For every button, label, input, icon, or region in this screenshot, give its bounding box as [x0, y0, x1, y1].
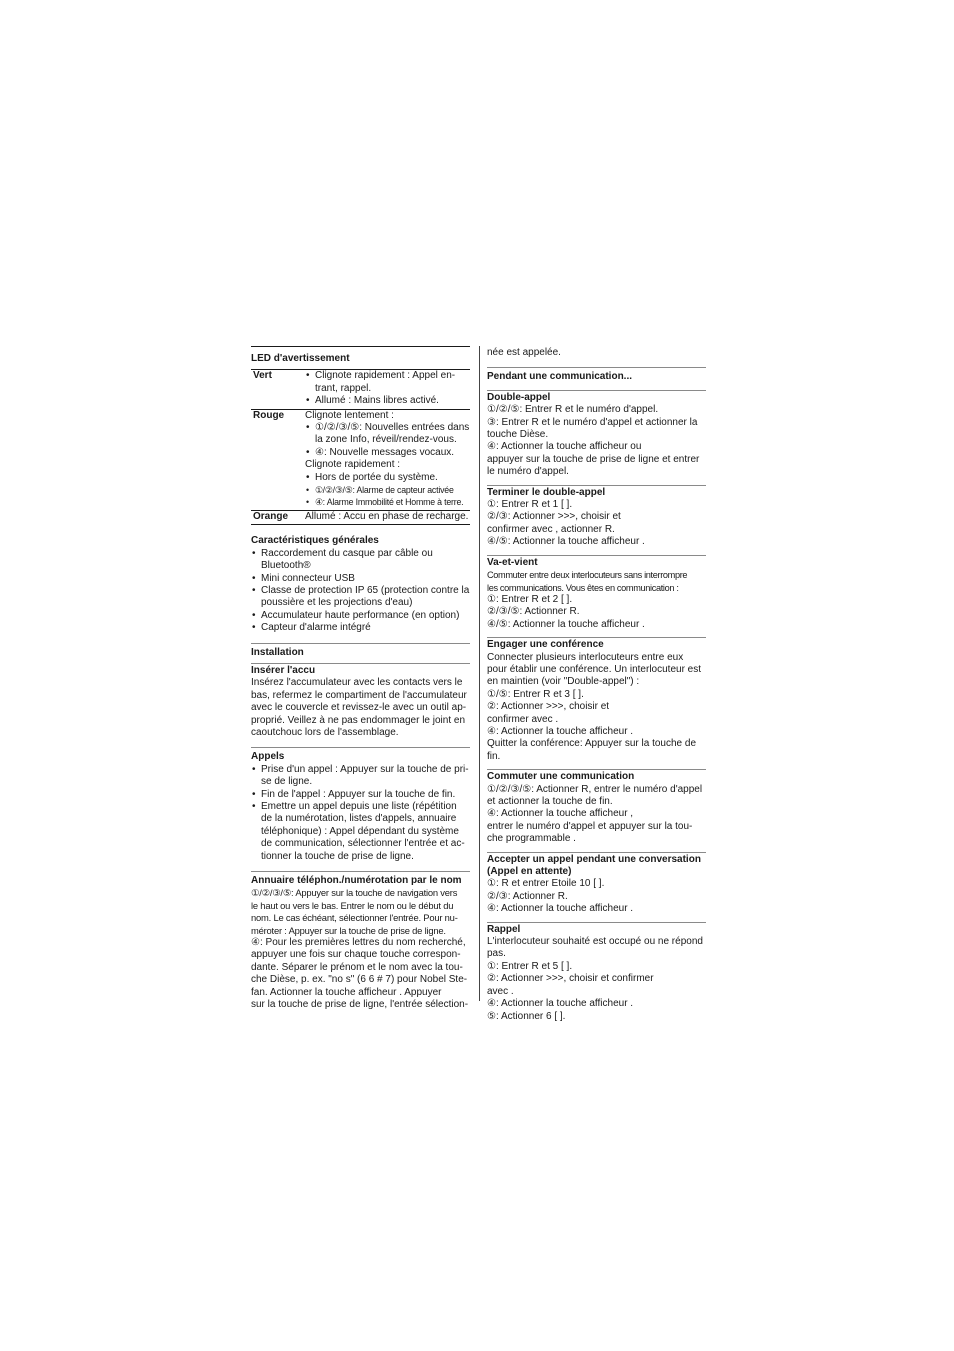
section-line: ④: Actionner la touche afficheur .: [487, 725, 634, 737]
general-item: • Raccordement du casque par câble ou Bluetooth®: [251, 548, 470, 573]
instruction-section: [487, 555, 706, 631]
right-sections: [487, 390, 706, 1023]
led-bullet: • Clignote rapidement : Appel en- trant, rappel.: [305, 370, 470, 395]
section-line: ①: Entrer R et 5 [ ].: [487, 960, 573, 972]
section-title: Terminer le double-appel: [487, 486, 606, 498]
section-line: ④: Actionner la touche afficheur ou appuyer sur la touche de prise de ligne et entrer le numéro d'appel.: [487, 441, 700, 478]
led-table: [251, 369, 470, 525]
instruction-section: [487, 922, 706, 1023]
instruction-section: [487, 390, 706, 479]
section-title: Engager une conférence: [487, 639, 604, 651]
section-line: ①/②/⑤: Entrer R et le numéro d'appel.: [487, 404, 659, 416]
section-title: Accepter un appel pendant une conversation (Appel en attente): [487, 853, 701, 878]
section-line: ①: R et entrer Etoile 10 [ ].: [487, 878, 605, 890]
section-line: ⑤: Actionner 6 [ ].: [487, 1010, 566, 1022]
section-title: Va-et-vient: [487, 556, 538, 568]
section-line: ②/③: Actionner >>>, choisir et confirmer avec , actionner R.: [487, 511, 621, 535]
instruction-section: [487, 485, 706, 549]
led-bullet-list: [305, 395, 470, 407]
section-line: ②/③/⑤: Actionner R.: [487, 606, 580, 618]
calls-item: • Prise d'un appel : Appuyer sur la touche de pri- se de ligne.: [251, 764, 470, 789]
led-description: [305, 510, 470, 524]
led-row: [251, 370, 470, 409]
led-bullet: • ④: Alarme Immobilité et Homme à terre.: [305, 496, 470, 508]
led-text: Clignote lentement :: [305, 409, 394, 421]
instruction-section: [487, 637, 706, 763]
installation-title: Installation: [251, 646, 304, 658]
led-title: LED d'avertissement: [251, 353, 350, 364]
led-bullet: • ①/②/③/⑤: Alarme de capteur activée: [305, 484, 470, 496]
directory-text-1: ①/②/③/⑤: Appuyer sur la touche de navigation vers le haut ou vers le bas. Entrer le nom ou le début du nom. Le cas échéant, sélectionner l'entrée. Pour nu- méroter : Appuyer sur la touche de prise de ligne.: [251, 887, 458, 936]
section-line: ③: Entrer R et le numéro d'appel et actionner la touche Dièse.: [487, 416, 698, 441]
general-item: • Accumulateur haute performance (en option): [251, 610, 470, 622]
general-item: • Capteur d'alarme intégré: [251, 622, 470, 634]
led-color: Vert: [253, 370, 272, 382]
section-line: ②/③: Actionner R.: [487, 890, 568, 902]
section-line: ④: Actionner la touche afficheur .: [487, 903, 634, 915]
led-bullet-list: [305, 422, 470, 447]
section-line: L'interlocuteur souhaité est occupé ou ne répond pas.: [487, 936, 703, 960]
instruction-section: [487, 852, 706, 916]
led-bullet-list: [305, 447, 470, 459]
section-line: ②: Actionner >>>, choisir et confirmer avec .: [487, 973, 654, 997]
left-column: [251, 346, 470, 1012]
section-line: ①: Entrer R et 2 [ ].: [487, 593, 573, 605]
led-bullet-list: [305, 496, 470, 508]
section-line: ④: Actionner la touche afficheur .: [487, 998, 634, 1010]
section-line: ①/⑤: Entrer R et 3 [ ].: [487, 688, 584, 700]
led-text: Clignote rapidement :: [305, 459, 401, 471]
section-line: Commuter entre deux interlocuteurs sans interrompre les communications. Vous êtes en communication :: [487, 570, 688, 593]
calls-list: [251, 764, 470, 863]
general-title: Caractéristiques générales: [251, 535, 379, 547]
general-item: • Mini connecteur USB: [251, 573, 470, 585]
directory-title: Annuaire téléphon./numérotation par le nom: [251, 875, 462, 887]
calls-item: • Emettre un appel depuis une liste (répétition de la numérotation, listes d'appels, annuaire téléphonique) : Appel dépendant du système de communication, sélectionner l'entrée et ac- tionner la touche de prise de ligne.: [251, 801, 470, 863]
section-line: ①/②/③/⑤: Actionner R, entrer le numéro d'appel et actionner la touche de fin.: [487, 783, 703, 807]
column-divider: [479, 346, 480, 1001]
led-bullet: • ①/②/③/⑤: Nouvelles entrées dans la zone Info, réveil/rendez-vous.: [305, 422, 470, 447]
during-title: Pendant une communication...: [487, 371, 633, 383]
led-bullet: • ④: Nouvelle messages vocaux.: [305, 447, 470, 459]
instruction-section: [487, 769, 706, 845]
section-line: ④/⑤: Actionner la touche afficheur .: [487, 536, 645, 548]
section-line: Quitter la conférence: Appuyer sur la touche de fin.: [487, 738, 697, 762]
led-row: [251, 409, 470, 510]
section-title: Rappel: [487, 923, 521, 935]
install-subtitle: Insérer l'accu: [251, 664, 316, 676]
led-description: [305, 409, 470, 510]
calls-item: • Fin de l'appel : Appuyer sur la touche de fin.: [251, 789, 470, 801]
led-color: Orange: [253, 510, 289, 522]
section-line: ①: Entrer R et 1 [ ].: [487, 499, 573, 511]
led-bullet-list: [305, 370, 470, 395]
section-line: ④/⑤: Actionner la touche afficheur .: [487, 618, 645, 630]
led-text: Allumé : Accu en phase de recharge.: [305, 510, 469, 522]
led-bullet: • Allumé : Mains libres activé.: [305, 395, 470, 407]
led-bullet: • Hors de portée du système.: [305, 472, 470, 484]
led-bullet-list: [305, 472, 470, 484]
install-text: Insérez l'accumulateur avec les contacts vers le bas, refermez le compartiment de l'accumulateur avec le couvercle et revissez-le avec un outil ap- proprié. Veillez à ne pas endommager le joint en caoutchouc lors de l'assemblage.: [251, 677, 467, 738]
led-color: Rouge: [253, 409, 285, 421]
general-list: [251, 548, 470, 635]
general-item: • Classe de protection IP 65 (protection contre la poussière et les projections d'eau): [251, 585, 470, 610]
calls-title: Appels: [251, 751, 285, 763]
section-line: ②: Actionner >>>, choisir et confirmer avec .: [487, 701, 610, 725]
directory-text-2: ④: Pour les premières lettres du nom recherché, appuyer une fois sur chaque touche correspon- dante. Séparer le prénom et le nom avec la tou- che Dièse, p. ex. "no s" (6 6 # 7) pour Nobel Ste- fan. Actionner la touche afficheur . Appuyer sur la touche de prise de ligne, l'entrée sélection-: [251, 937, 469, 1011]
led-description: [305, 370, 470, 409]
section-title: Commuter une communication: [487, 771, 635, 783]
led-bullet-list: [305, 484, 470, 496]
section-title: Double-appel: [487, 391, 551, 403]
section-line: Connecter plusieurs interlocuteurs entre eux pour établir une conférence. Un interlocuteur est en maintien (voir "Double-appel") :: [487, 651, 702, 688]
led-row: [251, 510, 470, 524]
section-line: ④: Actionner la touche afficheur , entrer le numéro d'appel et appuyer sur la tou- che programmable .: [487, 808, 693, 845]
continuation-text: née est appelée.: [487, 347, 561, 358]
right-column: [487, 346, 706, 1023]
